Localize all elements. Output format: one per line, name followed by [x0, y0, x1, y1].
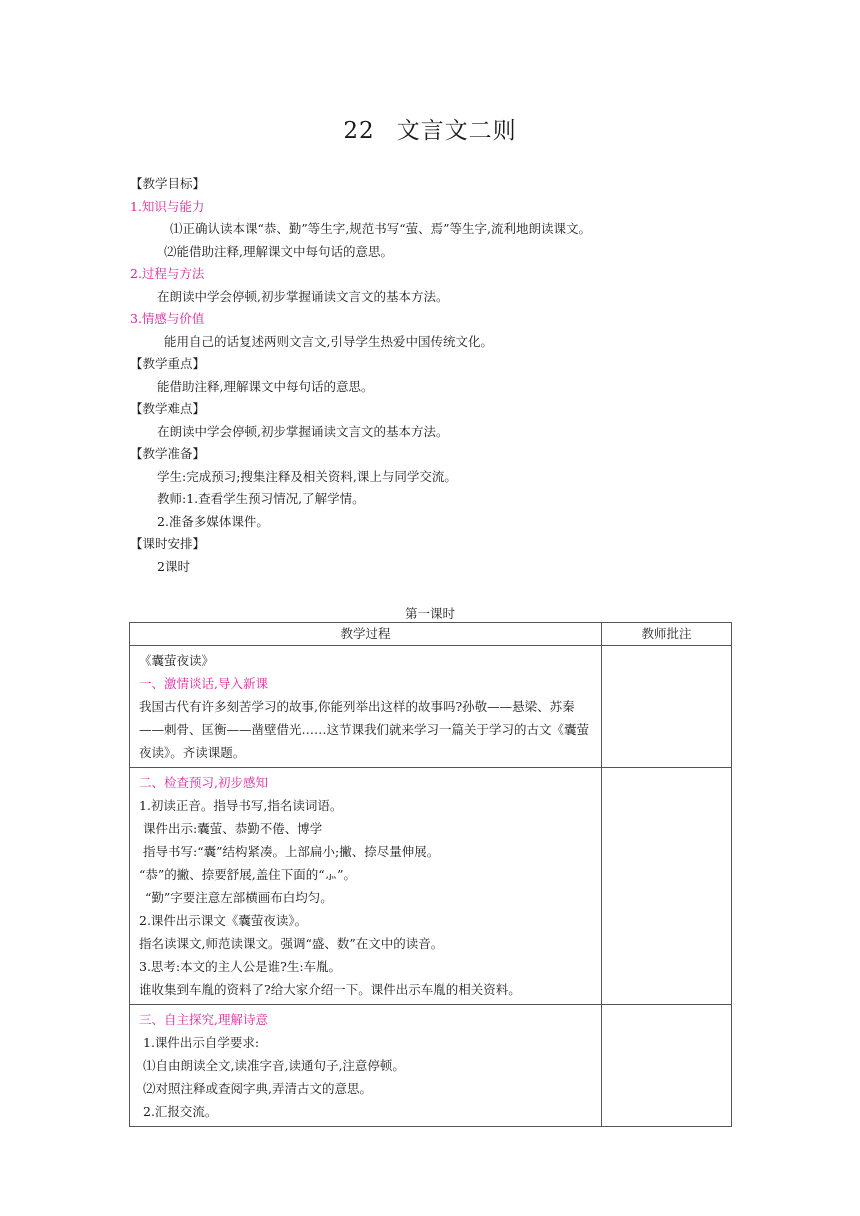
text-line: 3.思考:本文的主人公是谁?生:车胤。 [139, 959, 342, 974]
text-line: ⑴自由朗读全文,读准字音,读通句子,注意停顿。 [143, 1058, 405, 1073]
lesson-plan-table [129, 622, 732, 1127]
process-cell [130, 646, 601, 767]
text-line: 2.课件出示课文《囊萤夜读》。 [139, 913, 308, 928]
section-title: 一、激情谈话,导入新课 [139, 676, 268, 691]
objective-3-title: 3.情感与价值 [130, 311, 205, 326]
text-line: 2.汇报交流。 [143, 1104, 218, 1119]
preparation-heading: 【教学准备】 [130, 446, 206, 461]
lesson-title: 文言文二则 [396, 118, 517, 144]
paragraph: 我国古代有许多刻苦学习的故事,你能列举出这样的故事吗?孙敬——悬梁、苏秦——刺骨、匡衡——凿壁借光……这节课我们就来学习一篇关于学习的古文《囊萤夜读》。齐读课题。 [139, 699, 590, 760]
section-title: 二、检查预习,初步感知 [139, 775, 268, 790]
process-cell [130, 768, 601, 1004]
text-line: 谁收集到车胤的资料了?给大家介绍一下。课件出示车胤的相关资料。 [139, 982, 521, 997]
key-points-text: 能借助注释,理解课文中每句话的意思。 [157, 379, 374, 394]
table-row [130, 1005, 732, 1127]
text-line: 1.初读正音。指导书写,指名读词语。 [139, 798, 343, 813]
text-line: “勤”字要注意左部横画布白均匀。 [145, 890, 333, 905]
notes-cell [602, 1005, 732, 1127]
preparation-teacher-2: 2.准备多媒体课件。 [157, 514, 269, 529]
table-header-row [130, 623, 732, 646]
objective-1-title: 1.知识与能力 [130, 199, 205, 214]
difficulties-text: 在朗读中学会停顿,初步掌握诵读文言文的基本方法。 [157, 424, 449, 439]
preparation-student: 学生:完成预习;搜集注释及相关资料,课上与同学交流。 [157, 469, 457, 484]
text-line: 1.课件出示自学要求: [143, 1035, 260, 1050]
notes-cell [602, 646, 732, 768]
section-title: 三、自主探究,理解诗意 [139, 1012, 268, 1027]
text-title: 《囊萤夜读》 [139, 653, 215, 668]
difficulties-heading: 【教学难点】 [130, 401, 206, 416]
table-row [130, 768, 732, 1005]
lesson-caption: 第一课时 [404, 606, 455, 621]
schedule-heading: 【课时安排】 [130, 536, 206, 551]
page-title [0, 112, 860, 145]
schedule-text: 2课时 [157, 559, 190, 574]
column-header-notes: 教师批注 [602, 623, 732, 646]
process-cell [130, 1005, 601, 1126]
notes-cell [602, 768, 732, 1005]
objectives-heading: 【教学目标】 [130, 176, 206, 191]
table-row [130, 646, 732, 768]
text-line: 课件出示:囊萤、恭勤不倦、博学 [143, 821, 323, 836]
objective-1-point-2: ⑵能借助注释,理解课文中每句话的意思。 [164, 244, 393, 259]
text-line: 指名读课文,师范读课文。强调“盛、数”在文中的读音。 [139, 936, 444, 951]
objective-1-point-1: ⑴正确认读本课“恭、勤”等生字,规范书写“萤、焉”等生字,流利地朗读课文。 [170, 221, 592, 236]
preparation-teacher-1: 教师:1.查看学生预习情况,了解学情。 [157, 491, 365, 506]
objective-2-text: 在朗读中学会停顿,初步掌握诵读文言文的基本方法。 [157, 289, 449, 304]
objective-3-text: 能用自己的话复述两则文言文,引导学生热爱中国传统文化。 [164, 334, 493, 349]
objective-2-title: 2.过程与方法 [130, 266, 205, 281]
text-line: 指导书写:“囊”结构紧凑。上部扁小;撇、捺尽量伸展。 [143, 844, 440, 859]
key-points-heading: 【教学重点】 [130, 356, 206, 371]
text-line: “恭”的撇、捺要舒展,盖住下面的“⺗”。 [139, 867, 357, 882]
column-header-process: 教学过程 [130, 623, 602, 646]
lesson-number: 22 [343, 118, 375, 144]
text-line: ⑵对照注释或查阅字典,弄清古文的意思。 [143, 1081, 372, 1096]
